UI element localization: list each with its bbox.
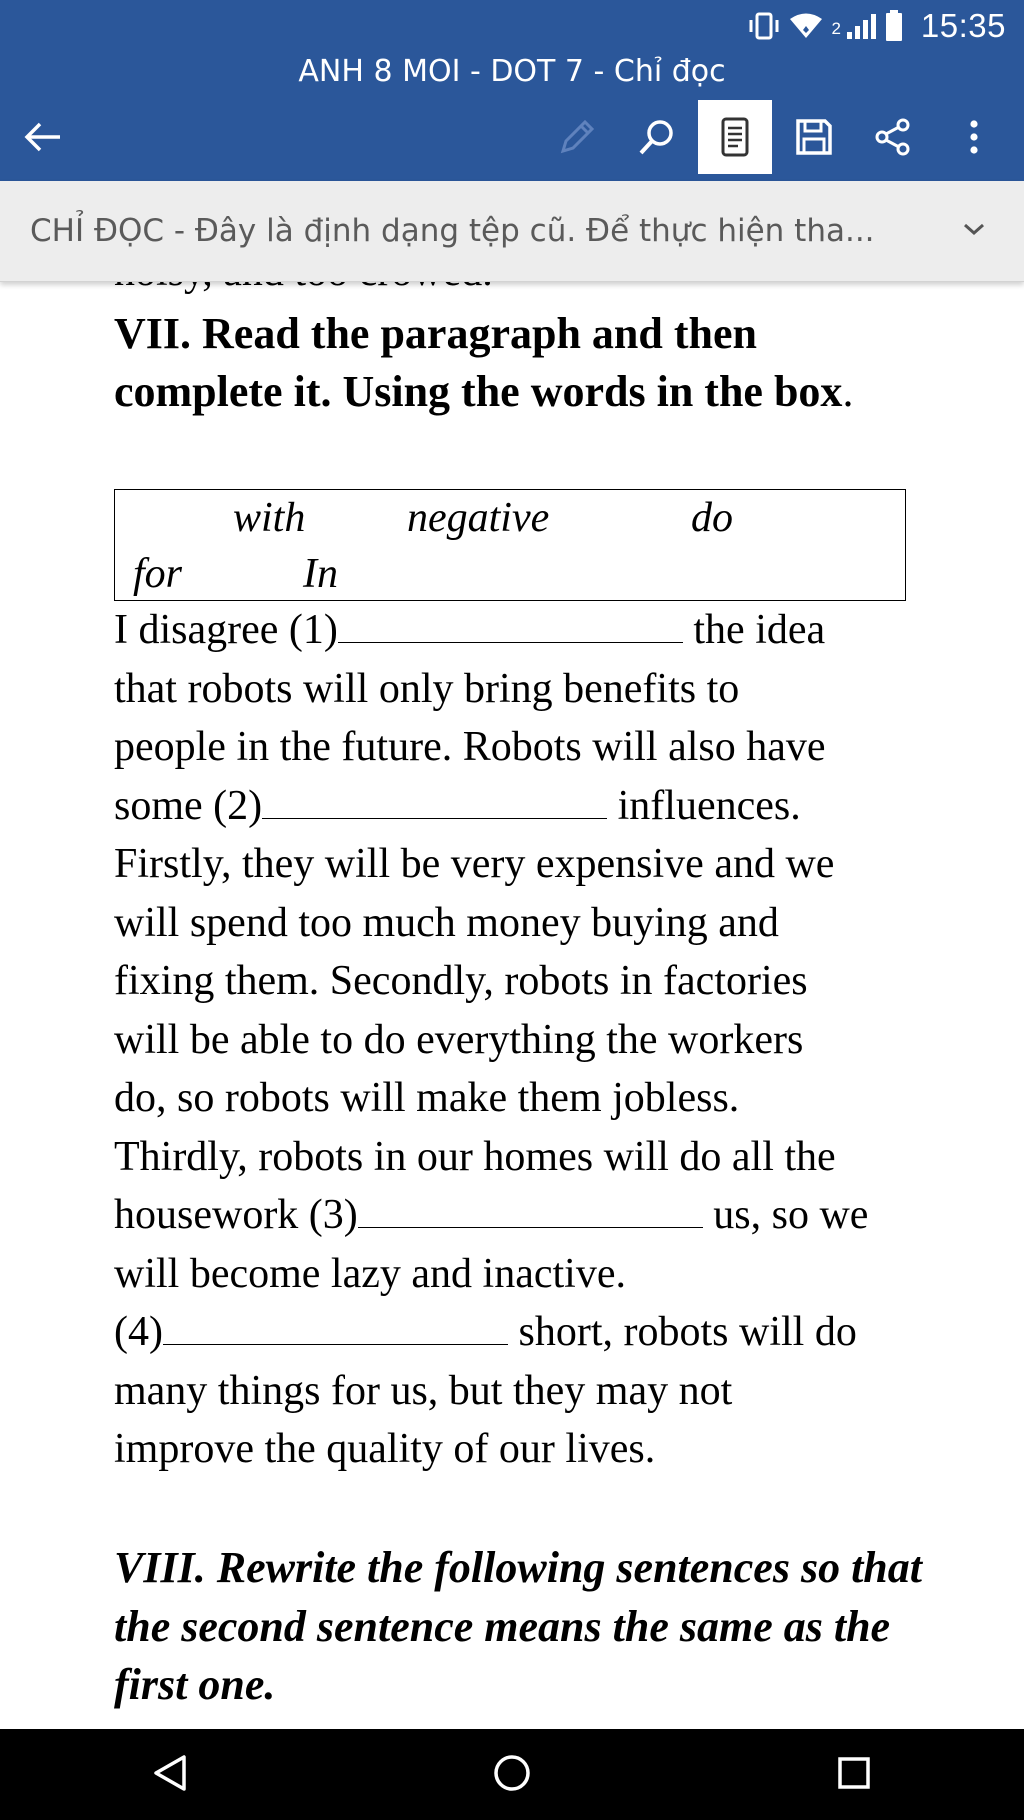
passage-line: that robots will only bring benefits to [114, 665, 740, 712]
chevron-down-icon [962, 221, 986, 242]
recents-square-icon [836, 1755, 872, 1796]
battery-icon [885, 10, 903, 42]
heading-period: . [842, 367, 854, 416]
mobile-view-button[interactable] [698, 100, 772, 174]
status-icons [747, 4, 1006, 48]
read-only-banner[interactable] [0, 181, 1024, 282]
passage-line: will be able to do everything the workers [114, 1016, 804, 1063]
passage-line: will spend too much money buying and [114, 899, 779, 946]
banner-expand-button[interactable] [960, 217, 988, 245]
vibrate-icon [747, 11, 781, 41]
mobile-view-icon [720, 117, 750, 157]
passage-line: Firstly, they will be very expensive and we [114, 841, 835, 887]
passage-line: I disagree (1) the idea [114, 607, 826, 653]
passage-line: Thirdly, robots in our homes will do all the [114, 1133, 836, 1180]
word-box-item: In [303, 551, 338, 597]
share-icon [874, 118, 912, 156]
passage-line: some (2) influences. [114, 782, 801, 829]
back-arrow-icon [23, 121, 63, 153]
passage-line: fixing them. Secondly, robots in factories [114, 958, 808, 1004]
passage-line: do, so robots will make them jobless. [114, 1075, 740, 1121]
word-box-item: negative [407, 495, 550, 541]
passage [114, 601, 924, 1479]
toolbar [0, 98, 1024, 178]
passage-line: people in the future. Robots will also have [114, 724, 826, 770]
pencil-icon [557, 117, 597, 157]
back-button[interactable] [6, 100, 80, 174]
nav-back-button[interactable] [140, 1749, 200, 1801]
blank-3 [358, 1191, 703, 1228]
app-bar [0, 0, 1024, 181]
passage-line: many things for us, but they may not [114, 1367, 733, 1414]
back-triangle-icon [152, 1753, 188, 1798]
passage-line: (4) short, robots will do [114, 1309, 857, 1355]
nav-recents-button[interactable] [824, 1749, 884, 1801]
home-circle-icon [492, 1753, 532, 1798]
word-box-item: with [233, 495, 306, 541]
nav-home-button[interactable] [482, 1749, 542, 1801]
document-title: ANH 8 MOI - DOT 7 - Chỉ đọc [298, 54, 726, 89]
passage-line: improve the quality of our lives. [114, 1426, 656, 1472]
word-box [114, 489, 906, 601]
more-vert-icon [968, 119, 980, 155]
more-options-button[interactable] [937, 100, 1011, 174]
heading-text: VII. Read the paragraph and then complete it. Using the words in the box [114, 309, 843, 416]
blank-2 [262, 782, 607, 819]
banner-text: CHỈ ĐỌC - Đây là định dạng tệp cũ. Để thực hiện tha... [30, 213, 875, 249]
blank-4 [163, 1308, 508, 1345]
share-button[interactable] [856, 100, 930, 174]
word-box-item: do [691, 495, 733, 541]
status-time: 15:35 [920, 7, 1006, 44]
save-button[interactable] [777, 100, 851, 174]
system-nav-bar [0, 1729, 1024, 1820]
word-box-item: for [133, 551, 183, 597]
blank-1 [338, 606, 683, 643]
passage-line: will become lazy and inactive. [114, 1250, 626, 1297]
document-page[interactable] [0, 281, 1024, 1729]
sim-slot-label: 2 [831, 19, 841, 38]
save-icon [795, 118, 833, 156]
search-icon [637, 117, 677, 157]
passage-line: housework (3) us, so we [114, 1192, 869, 1238]
status-bar [0, 0, 1024, 50]
edit-button[interactable] [540, 100, 614, 174]
section-heading-vii [114, 305, 934, 421]
search-button[interactable] [620, 100, 694, 174]
signal-icon [845, 12, 877, 40]
section-heading-viii: VIII. Rewrite the following sentences so that the second sentence means the same as the first one. [114, 1543, 922, 1709]
wifi-icon [789, 12, 823, 40]
